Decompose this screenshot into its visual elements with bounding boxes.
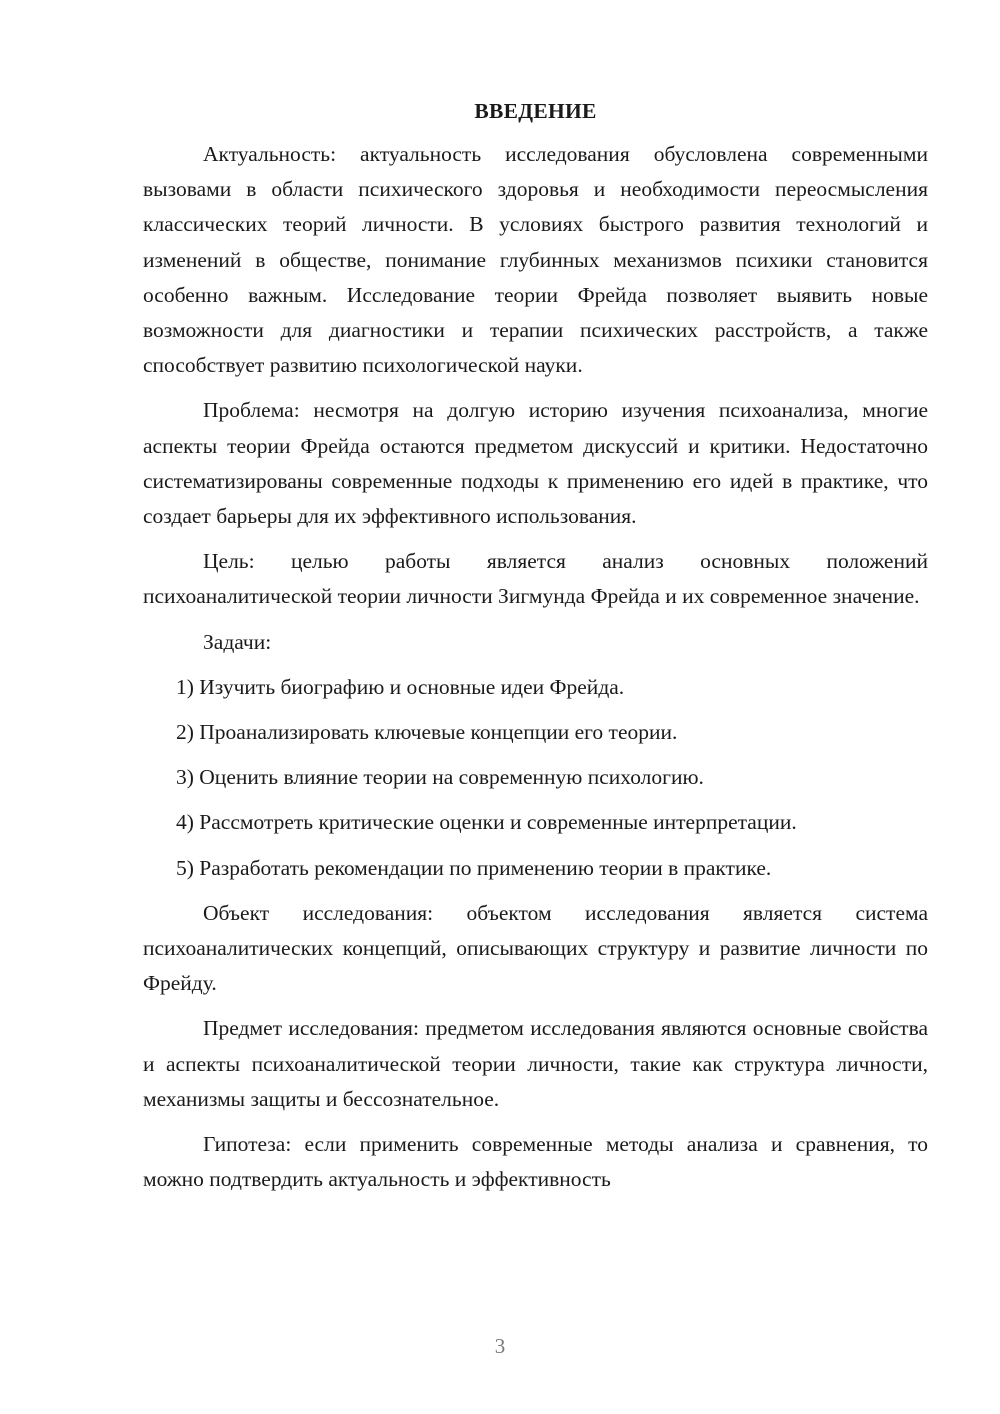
paragraph-goal: Цель: целью работы является анализ основных положений психоаналитической теории личности Зигмунда Фрейда и их современное значение. — [143, 549, 928, 609]
page-content — [143, 96, 928, 1207]
page-number: 3 — [494, 1334, 506, 1358]
paragraph-hypothesis: Гипотеза: если применить современные методы анализа и сравнения, то можно подтвердить актуальность и эффективность — [143, 1132, 928, 1192]
task-item: 3) Оценить влияние теории на современную психологию. — [176, 765, 704, 790]
task-item: 5) Разработать рекомендации по применению теории в практике. — [176, 855, 772, 880]
paragraph-object: Объект исследования: объектом исследования является система психоаналитических концепций, описывающих структуру и развитие личности по Фрейду. — [143, 900, 928, 996]
task-item: 2) Проанализировать ключевые концепции его теории. — [176, 720, 678, 745]
paragraph-problem: Проблема: несмотря на долгую историю изучения психоанализа, многие аспекты теории Фрейда остаются предметом дискуссий и критики. Недостаточно систематизированы современные подходы к применению его идей в практике, что создает барьеры для их эффективного использования. — [143, 398, 928, 529]
section-title: ВВЕДЕНИЕ — [474, 99, 597, 123]
tasks-label: Задачи: — [203, 629, 272, 654]
paragraph-subject: Предмет исследования: предметом исследования являются основные свойства и аспекты психоаналитической теории личности, такие как структура личности, механизмы защиты и бессознательное. — [143, 1016, 928, 1111]
task-item: 1) Изучить биографию и основные идеи Фрейда. — [176, 674, 625, 699]
paragraph-relevance: Актуальность: актуальность исследования обусловлена современными вызовами в области психического здоровья и необходимости переосмысления классических теорий личности. В условиях быстрого развития технологий и изменений в обществе, понимание глубинных механизмов психики становится особенно важным. Исследование теории Фрейда позволяет выявить новые возможности для диагностики и терапии психических расстройств, а также способствует развитию психологической науки. — [143, 142, 928, 378]
task-item: 4) Рассмотреть критические оценки и современные интерпретации. — [176, 810, 797, 835]
